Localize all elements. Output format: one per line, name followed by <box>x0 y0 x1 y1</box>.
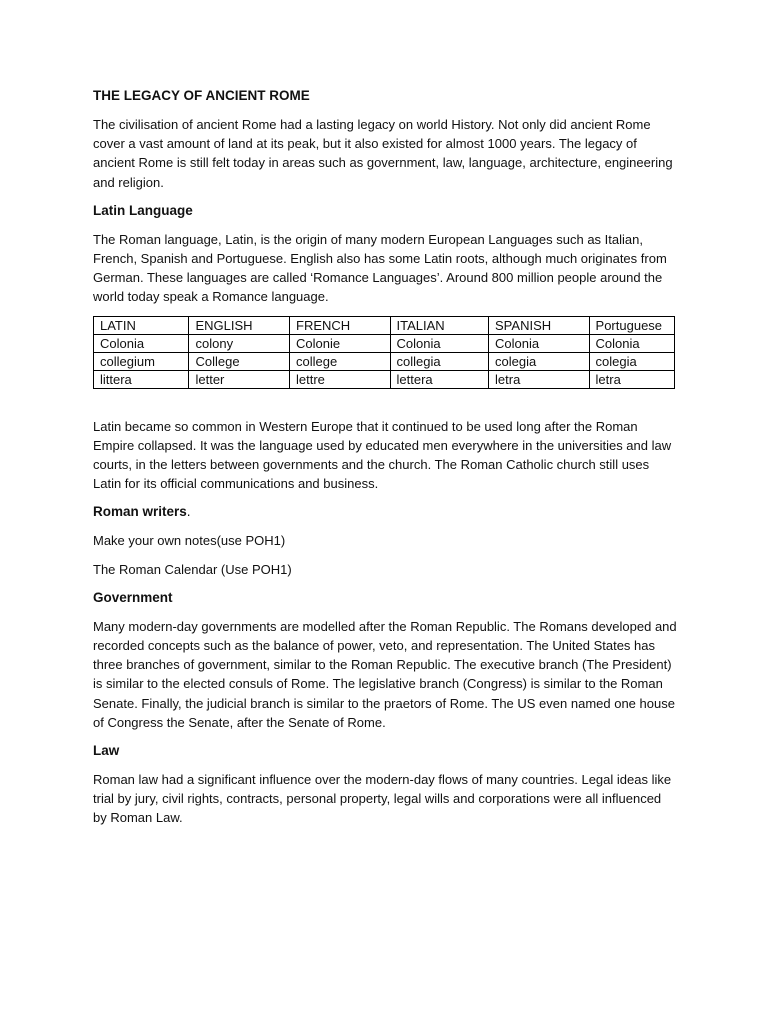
roman-writers-heading-suffix: . <box>186 504 191 520</box>
table-cell: Colonia <box>489 334 590 352</box>
intro-paragraph: The civilisation of ancient Rome had a lasting legacy on world History. Not only did ancient Rome cover a vast amount of land at its peak, but it also existed for almost 1000 years. The legacy of ancient Rome is still felt today in areas such as government, law, language, architecture, engineering and religion. <box>93 117 673 190</box>
word-comparison-table <box>93 316 675 389</box>
table-cell: littera <box>94 370 189 388</box>
table-cell: colony <box>189 334 290 352</box>
table-cell: letter <box>189 370 290 388</box>
table-cell: lettera <box>390 370 489 388</box>
table-header-cell: ENGLISH <box>189 316 290 334</box>
table-header-cell: ITALIAN <box>390 316 489 334</box>
table-header-row <box>94 316 675 334</box>
table-header-cell: FRENCH <box>290 316 391 334</box>
table-header-cell: LATIN <box>94 316 189 334</box>
table-cell: colegia <box>589 352 674 370</box>
table-cell: collegia <box>390 352 489 370</box>
latin-paragraph: The Roman language, Latin, is the origin of many modern European Languages such as Italian, French, Spanish and Portuguese. English also has some Latin roots, although much originates from German. These languages are called ‘Romance Languages’. Around 800 million people around the world today speak a Romance language. <box>93 231 667 305</box>
roman-calendar-line: The Roman Calendar (Use POH1) <box>93 561 292 577</box>
writers-notes-line: Make your own notes(use POH1) <box>93 533 286 549</box>
table-cell: Colonia <box>589 334 674 352</box>
table-cell: college <box>290 352 391 370</box>
latin-language-heading: Latin Language <box>93 202 193 218</box>
latin-continued-paragraph: Latin became so common in Western Europe that it continued to be used long after the Roman Empire collapsed. It was the language used by educated men everywhere in the universities and law courts, in the letters between governments and the church. The Roman Catholic church still uses Latin for its official communications and business. <box>93 418 672 492</box>
table-row <box>94 334 675 352</box>
table-cell: letra <box>589 370 674 388</box>
table-cell: colegia <box>489 352 590 370</box>
roman-writers-heading <box>93 502 677 522</box>
table-cell: Colonia <box>390 334 489 352</box>
table-cell: College <box>189 352 290 370</box>
table-cell: collegium <box>94 352 189 370</box>
table-header-cell: SPANISH <box>489 316 590 334</box>
document-title: THE LEGACY OF ANCIENT ROME <box>93 88 310 103</box>
table-header-cell: Portuguese <box>589 316 674 334</box>
table-row <box>94 370 675 388</box>
table-cell: Colonie <box>290 334 391 352</box>
government-paragraph: Many modern-day governments are modelled after the Roman Republic. The Romans developed and recorded concepts such as the balance of power, veto, and representation. The United States has three branches of government, similar to the Roman Republic. The executive branch (The President) is similar to the elected consuls of Rome. The legislative branch (Congress) is similar to the Roman Senate. Finally, the judicial branch is similar to the praetors of Rome. The US even named one house of Congress the Senate, after the Senate of Rome. <box>93 618 677 730</box>
table-cell: lettre <box>290 370 391 388</box>
table-cell: Colonia <box>94 334 189 352</box>
table-row <box>94 352 675 370</box>
table-cell: letra <box>489 370 590 388</box>
government-heading: Government <box>93 589 173 605</box>
roman-writers-heading-text: Roman writers <box>93 504 187 520</box>
law-paragraph: Roman law had a significant influence over the modern-day flows of many countries. Legal ideas like trial by jury, civil rights, contracts, personal property, legal wills and corporations were all influenced by Roman Law. <box>93 772 672 826</box>
document-page <box>93 86 677 837</box>
law-heading: Law <box>93 743 120 759</box>
